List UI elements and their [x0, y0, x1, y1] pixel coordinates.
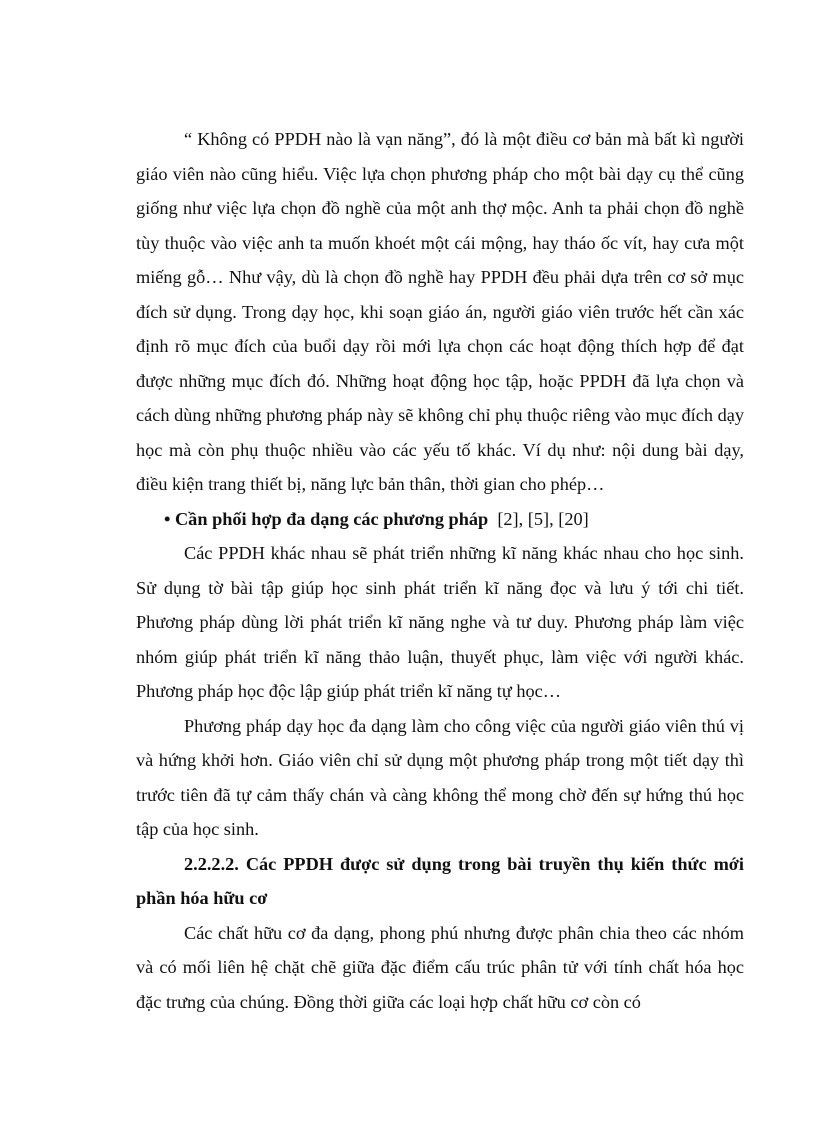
body-paragraph: Phương pháp dạy học đa dạng làm cho công việc của người giáo viên thú vị và hứng khởi hơn. Giáo viên chỉ sử dụng một phương pháp trong một tiết dạy thì trước tiên đã tự cảm thấy chán và càng không thể mong chờ đến sự hứng thú học tập của học sinh.	[136, 715, 744, 839]
section-heading: 2.2.2.2. Các PPDH được sử dụng trong bài truyền thụ kiến thức mới phần hóa hữu cơ	[136, 853, 744, 908]
citation-refs: [2], [5], [20]	[497, 508, 589, 529]
body-paragraph: Các chất hữu cơ đa dạng, phong phú nhưng được phân chia theo các nhóm và có mối liên hệ chặt chẽ giữa đặc điểm cấu trúc phân tử với tính chất hóa học đặc trưng của chúng. Đồng thời giữa các loại hợp chất hữu cơ còn có	[136, 922, 744, 1012]
bullet-icon: •	[164, 508, 171, 529]
bullet-heading-text: Cần phối hợp đa dạng các phương pháp	[174, 508, 489, 529]
bullet-heading	[136, 502, 744, 537]
body-paragraph: “ Không có PPDH nào là vạn năng”, đó là một điều cơ bản mà bất kì người giáo viên nào cũng hiểu. Việc lựa chọn phương pháp cho một bài dạy cụ thể cũng giống như việc lựa chọn đồ nghề của một anh thợ mộc. Anh ta phải chọn đồ nghề tùy thuộc vào việc anh ta muốn khoét một cái mộng, hay tháo ốc vít, hay cưa một miếng gỗ… Như vậy, dù là chọn đồ nghề hay PPDH đều phải dựa trên cơ sở mục đích sử dụng. Trong dạy học, khi soạn giáo án, người giáo viên trước hết cần xác định rõ mục đích của buổi dạy rồi mới lựa chọn các hoạt động thích hợp để đạt được những mục đích đó. Những hoạt động học tập, hoặc PPDH đã lựa chọn và cách dùng những phương pháp này sẽ không chỉ phụ thuộc riêng vào mục đích dạy học mà còn phụ thuộc nhiều vào các yếu tố khác. Ví dụ như: nội dung bài dạy, điều kiện trang thiết bị, năng lực bản thân, thời gian cho phép…	[136, 129, 744, 494]
document-page	[136, 122, 744, 1019]
body-paragraph: Các PPDH khác nhau sẽ phát triển những kĩ năng khác nhau cho học sinh. Sử dụng tờ bài tập giúp học sinh phát triển kĩ năng đọc và lưu ý tới chi tiết. Phương pháp dùng lời phát triển kĩ năng nghe và tư duy. Phương pháp làm việc nhóm giúp phát triển kĩ năng thảo luận, thuyết phục, làm việc với người khác. Phương pháp học độc lập giúp phát triển kĩ năng tự học…	[136, 543, 744, 701]
